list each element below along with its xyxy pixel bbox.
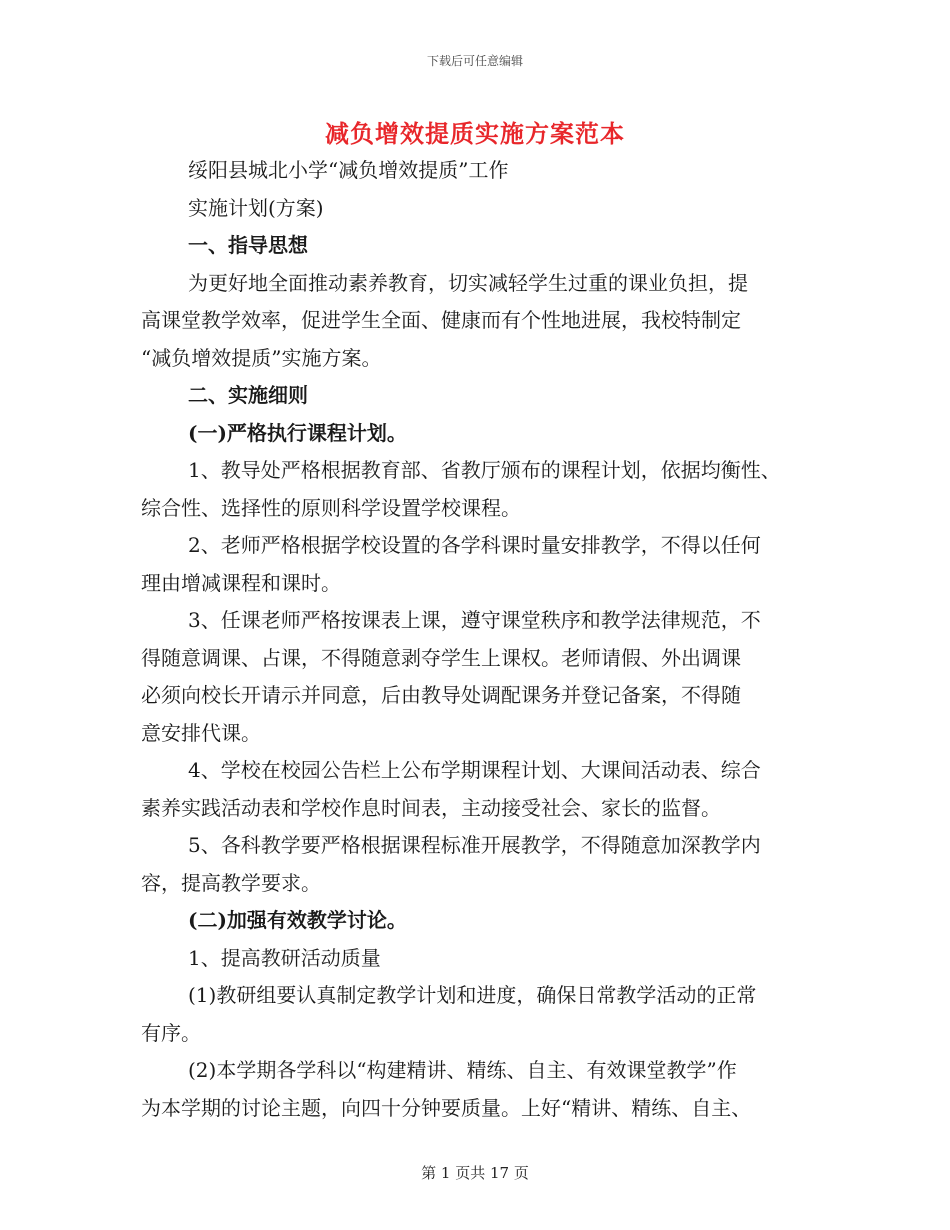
page-header-note: 下载后可任意编辑	[426, 54, 523, 68]
subsection-heading: (二)加强有效教学讨论。	[188, 908, 407, 932]
body-line: 理由增减课程和课时。	[141, 570, 341, 595]
section-heading: 一、指导思想	[188, 233, 308, 257]
body-line: (1)教研组要认真制定教学计划和进度，确保日常教学活动的正常	[188, 983, 757, 1007]
subsection-heading: (一)严格执行课程计划。	[188, 420, 407, 445]
body-line: 1、教导处严格根据教育部、省教厅颁布的课程计划，依据均衡性、	[188, 458, 781, 482]
body-line: 为本学期的讨论主题，向四十分钟要质量。上好“精讲、精练、自主、	[141, 1095, 752, 1120]
body-line: 实施计划(方案)	[188, 195, 324, 220]
body-line: 为更好地全面推动素养教育，切实减轻学生过重的课业负担，提	[188, 270, 748, 295]
body-line: 3、任课老师严格按课表上课，遵守课堂秩序和教学法律规范，不	[188, 608, 761, 632]
section-heading: 二、实施细则	[188, 383, 308, 407]
body-line: 1、提高教研活动质量	[188, 945, 381, 970]
body-line: 2、老师严格根据学校设置的各学科课时量安排教学，不得以任何	[188, 533, 761, 557]
body-line: 高课堂教学效率，促进学生全面、健康而有个性地进展，我校特制定	[141, 308, 741, 332]
body-line: “减负增效提质”实施方案。	[141, 345, 382, 370]
document-title: 减负增效提质实施方案范本	[325, 119, 625, 148]
body-line: 5、各科教学要严格根据课程标准开展教学，不得随意加深教学内	[188, 833, 761, 857]
body-line: 必须向校长开请示并同意，后由教导处调配课务并登记备案，不得随	[141, 683, 741, 707]
document-body	[141, 152, 821, 1127]
body-line: 4、学校在校园公告栏上公布学期课程计划、大课间活动表、综合	[188, 758, 761, 782]
page-footer: 第 1 页共 17 页	[421, 1164, 529, 1182]
body-line: (2)本学期各学科以“构建精讲、精练、自主、有效课堂教学”作	[188, 1058, 737, 1082]
body-line: 素养实践活动表和学校作息时间表，主动接受社会、家长的监督。	[141, 795, 721, 820]
body-line: 有序。	[141, 1020, 201, 1045]
body-line: 容，提高教学要求。	[141, 870, 321, 895]
body-line: 得随意调课、占课，不得随意剥夺学生上课权。老师请假、外出调课	[141, 645, 741, 670]
body-line: 意安排代课。	[141, 720, 261, 745]
body-line: 综合性、选择性的原则科学设置学校课程。	[141, 495, 521, 520]
body-line: 绥阳县城北小学“减负增效提质”工作	[188, 158, 509, 182]
